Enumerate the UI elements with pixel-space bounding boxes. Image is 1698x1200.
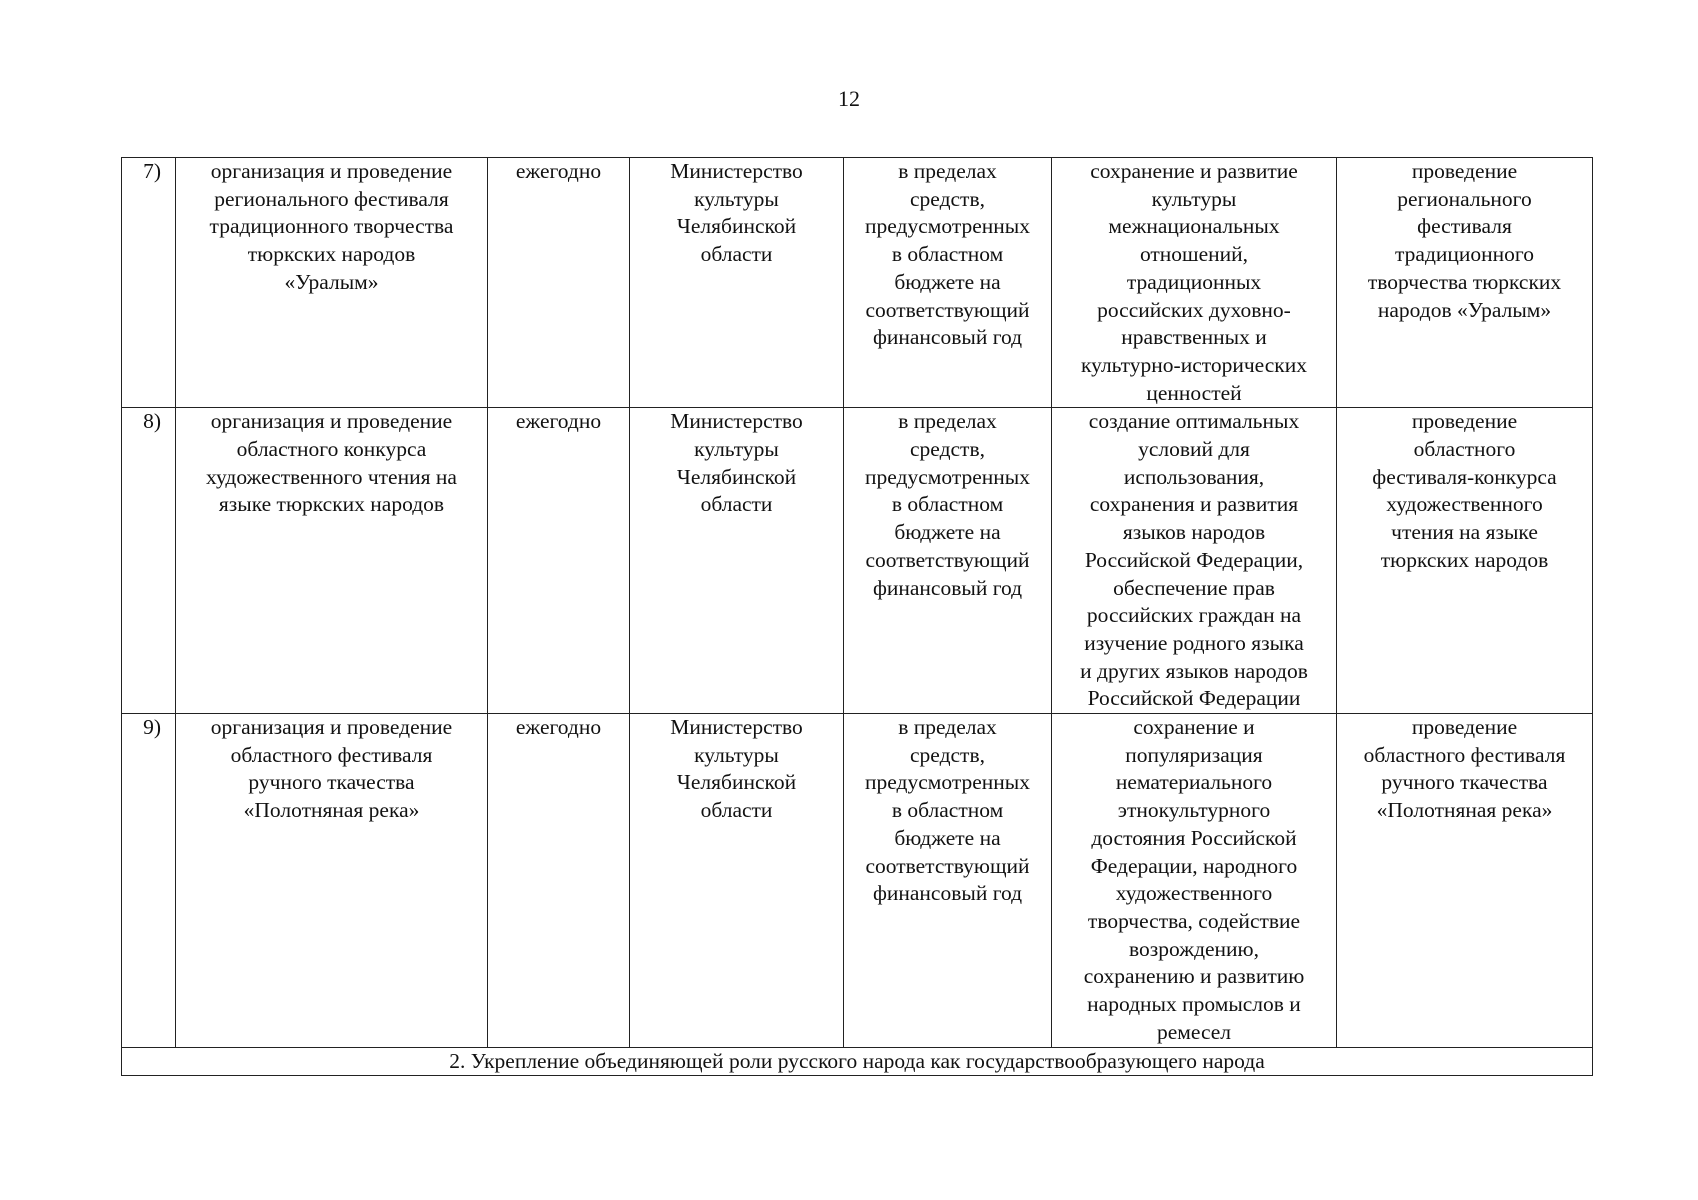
goal-cell: сохранение и популяризация нематериального этнокультурного достояния Российской Федерации, народного художественного творчества, содействие возрождению, сохранению и развитию народных промыслов и ремесел <box>1052 714 1337 1047</box>
executor-cell: Министерство культуры Челябинской области <box>630 158 844 408</box>
table-row <box>122 408 1593 714</box>
table-row <box>122 158 1593 408</box>
financing-cell: в пределах средств, предусмотренных в областном бюджете на соответствующий финансовый год <box>844 158 1052 408</box>
event-cell: организация и проведение областного фестиваля ручного ткачества «Полотняная река» <box>176 714 488 1047</box>
section-heading-row <box>122 1047 1593 1075</box>
term-cell: ежегодно <box>488 714 630 1047</box>
financing-cell: в пределах средств, предусмотренных в областном бюджете на соответствующий финансовый год <box>844 714 1052 1047</box>
measures-table <box>121 157 1593 1076</box>
page-number: 12 <box>838 86 860 111</box>
table-row <box>122 714 1593 1047</box>
term-cell: ежегодно <box>488 158 630 408</box>
row-number: 8) <box>122 408 176 714</box>
financing-cell: в пределах средств, предусмотренных в областном бюджете на соответствующий финансовый год <box>844 408 1052 714</box>
row-number: 9) <box>122 714 176 1047</box>
result-cell: проведение областного фестиваля-конкурса художественного чтения на языке тюркских народов <box>1337 408 1593 714</box>
term-cell: ежегодно <box>488 408 630 714</box>
event-cell: организация и проведение регионального фестиваля традиционного творчества тюркских народов «Уралым» <box>176 158 488 408</box>
event-cell: организация и проведение областного конкурса художественного чтения на языке тюркских народов <box>176 408 488 714</box>
result-cell: проведение областного фестиваля ручного ткачества «Полотняная река» <box>1337 714 1593 1047</box>
executor-cell: Министерство культуры Челябинской области <box>630 408 844 714</box>
goal-cell: сохранение и развитие культуры межнациональных отношений, традиционных российских духовно- нравственных и культурно-исторических ценностей <box>1052 158 1337 408</box>
goal-cell: создание оптимальных условий для использования, сохранения и развития языков народов Российской Федерации, обеспечение прав российских граждан на изучение родного языка и других языков народов Российской Федерации <box>1052 408 1337 714</box>
result-cell: проведение регионального фестиваля традиционного творчества тюркских народов «Уралым» <box>1337 158 1593 408</box>
section-heading: 2. Укрепление объединяющей роли русского народа как государствообразующего народа <box>122 1047 1593 1075</box>
row-number: 7) <box>122 158 176 408</box>
executor-cell: Министерство культуры Челябинской области <box>630 714 844 1047</box>
